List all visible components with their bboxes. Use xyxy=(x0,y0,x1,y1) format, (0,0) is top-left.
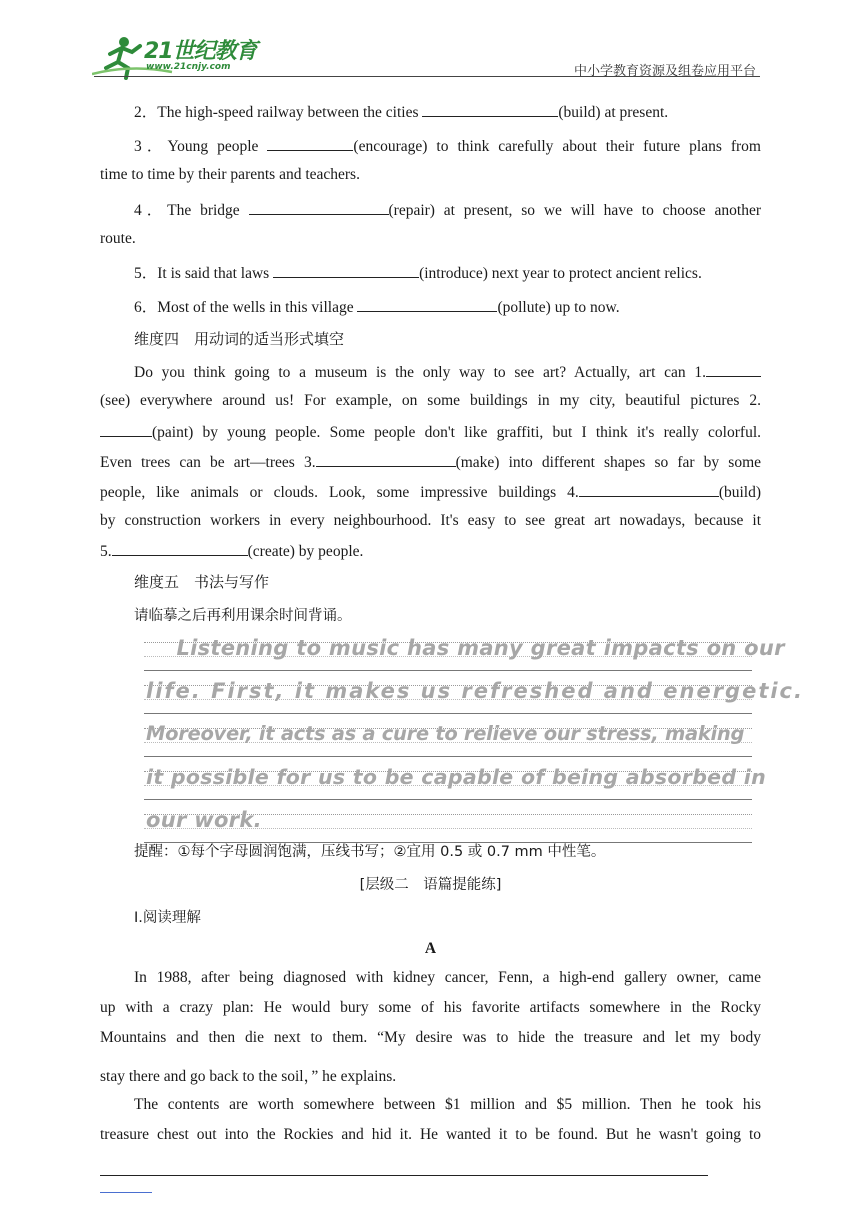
reading-heading: Ⅰ.阅读理解 xyxy=(134,910,201,926)
exercise-item: 3．Young people (encourage) to think carefully about their future plans from xyxy=(134,138,761,155)
answer-blank[interactable] xyxy=(316,452,456,467)
passage-line: (see) everywhere around us! For example, on some buildings in my city, beautiful pictures 2. xyxy=(100,392,761,409)
passage-line: 5. (create) by people. xyxy=(100,543,364,560)
exercise-item: 5．It is said that laws (introduce) next year to protect ancient relics. xyxy=(134,265,702,282)
passage-line: (paint) by young people. Some people don't like graffiti, but I think it's really colorful. xyxy=(100,422,761,442)
passage-label: A xyxy=(424,940,437,957)
page-header xyxy=(92,30,760,80)
section-heading: 维度四 用动词的适当形式填空 xyxy=(134,330,345,348)
passage-line: stay there and go back to the soil，” he explains. xyxy=(100,1068,397,1085)
answer-blank[interactable] xyxy=(249,200,389,215)
exercise-item: 2．The high-speed railway between the cities (build) at present. xyxy=(134,104,669,121)
footer-link-underline xyxy=(100,1192,152,1193)
passage-line: Do you think going to a museum is the only way to see art? Actually, art can 1. xyxy=(100,362,761,382)
exercise-item: 6．Most of the wells in this village (pollute) up to now. xyxy=(134,299,620,316)
logo-text: 21世纪教育 xyxy=(144,39,257,64)
writing-tip: 提醒：①每个字母圆润饱满，压线书写；②宜用 0.5 或 0.7 mm 中性笔。 xyxy=(134,844,606,860)
answer-blank[interactable] xyxy=(579,482,719,497)
exercise-continuation: route. xyxy=(100,230,136,247)
passage-line: In 1988, after being diagnosed with kidney cancer, Fenn, a high-end gallery owner, came xyxy=(134,969,761,986)
platform-name: 中小学教育资源及组卷应用平台 xyxy=(573,63,756,78)
exercise-continuation: time to time by their parents and teachers. xyxy=(100,166,360,183)
logo-url: www.21cnjy.com xyxy=(146,62,231,72)
passage-line: people, like animals or clouds. Look, some impressive buildings 4. (build) xyxy=(100,484,761,501)
instruction-text: 请临摹之后再利用课余时间背诵。 xyxy=(134,608,352,624)
passage-line: The contents are worth somewhere between $1 million and $5 million. Then he took his xyxy=(134,1096,761,1113)
copybook-line: Moreover, it acts as a cure to relieve our stress, making xyxy=(144,722,752,765)
passage-line: Even trees can be art—trees 3. (make) into different shapes so far by some xyxy=(100,454,762,471)
copybook-line: it possible for us to be capable of being absorbed in xyxy=(144,765,752,808)
exercise-item: 4．The bridge (repair) at present, so we will have to choose another xyxy=(134,202,761,219)
section-heading: 维度五 书法与写作 xyxy=(134,573,270,591)
answer-blank[interactable] xyxy=(357,297,497,312)
answer-blank[interactable] xyxy=(112,541,248,556)
answer-blank[interactable] xyxy=(267,136,353,151)
answer-blank[interactable] xyxy=(706,362,761,377)
copybook-line: life. First, it makes us refreshed and energetic. xyxy=(144,679,752,722)
answer-blank[interactable] xyxy=(422,102,558,117)
passage-line: by construction workers in every neighbourhood. It's easy to see great art nowadays, because it xyxy=(100,512,761,529)
footer-divider xyxy=(100,1175,708,1176)
answer-blank[interactable] xyxy=(273,263,419,278)
level-title: [层级二 语篇提能练] xyxy=(359,877,502,893)
copybook-line: our work. xyxy=(144,808,752,851)
passage-line: Mountains and then die next to them. “My desire was to hide the treasure and let my body xyxy=(100,1029,761,1046)
header-divider xyxy=(94,76,760,77)
copybook-practice xyxy=(144,636,804,851)
passage-line: treasure chest out into the Rockies and hid it. He wanted it to be found. But he wasn't going to xyxy=(100,1126,761,1143)
passage-line: up with a crazy plan: He would bury some of his favorite artifacts somewhere in the Rocky xyxy=(100,999,761,1016)
answer-blank[interactable] xyxy=(100,422,152,437)
copybook-line: Listening to music has many great impacts on our xyxy=(144,636,752,679)
